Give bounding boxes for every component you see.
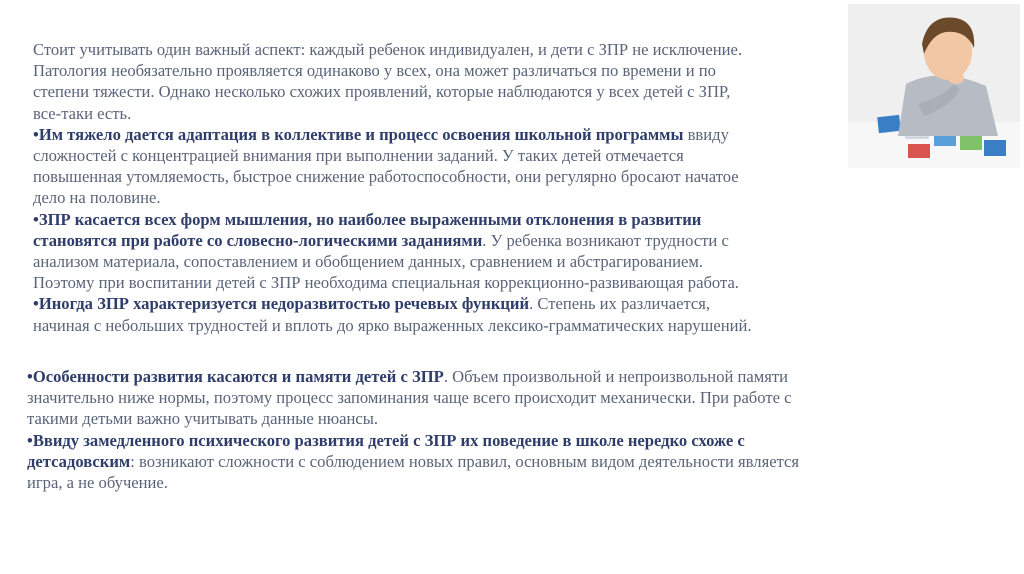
bullet-line: дело на половине.	[33, 188, 161, 208]
intro-line: Стоит учитывать один важный аспект: каждый ребенок индивидуален, и дети с ЗПР не исключение.	[33, 40, 742, 59]
bullet-speech	[33, 293, 845, 335]
main-text-block	[33, 39, 845, 336]
bullet-behavior	[27, 430, 927, 494]
bullet-line: значительно ниже нормы, поэтому процесс запоминания чаще всего происходит механически. При работе с	[27, 388, 792, 408]
bullet-bold-text: Особенности развития касаются и памяти детей с ЗПР	[32, 367, 444, 386]
bullet-marker: •	[27, 367, 33, 386]
bullet-bold-line	[33, 230, 845, 251]
bullet-adaptation	[33, 124, 845, 209]
bullet-line: сложностей с концентрацией внимания при выполнении заданий. У таких детей отмечается	[33, 146, 684, 166]
bullet-tail-text: : возникают сложности с соблюдением новых правил, основным видом деятельности является	[130, 451, 800, 471]
bullet-memory	[27, 366, 927, 430]
bullet-bold-text: Иногда ЗПР характеризуется недоразвитостью речевых функций	[38, 294, 530, 314]
secondary-text-block	[27, 366, 927, 493]
bullet-bold-text: детсадовским	[27, 451, 131, 471]
bullet-marker: •	[33, 124, 39, 144]
child-photo	[848, 4, 1020, 168]
child-playing-cards-icon	[848, 4, 1020, 168]
bullet-marker: •	[33, 294, 39, 314]
bullet-line: такими детьми важно учитывать данные нюансы.	[27, 409, 379, 429]
bullet-line: анализом материала, сопоставлением и обобщением данных, сравнением и абстрагированием.	[33, 252, 704, 272]
bullet-line: Поэтому при воспитании детей с ЗПР необходима специальная коррекционно-развивающая работа.	[33, 273, 739, 293]
bullet-bold-line	[27, 451, 927, 472]
intro-line: все-таки есть.	[33, 103, 132, 123]
bullet-bold-text: становятся при работе со словесно-логическими заданиями	[33, 230, 483, 250]
intro-line: степени тяжести. Однако несколько схожих проявлений, которые наблюдаются у всех детей с ЗПР,	[33, 82, 731, 102]
bullet-tail-text: . У ребенка возникают трудности с	[482, 230, 729, 250]
bullet-marker: •	[27, 430, 33, 450]
intro-paragraph	[33, 39, 845, 124]
bullet-bold-text: Ввиду замедленного психического развития детей с ЗПР их поведение в школе нередко схоже с	[32, 430, 745, 450]
bullet-thinking	[33, 209, 845, 294]
bullet-tail-text: . Степень их различается,	[529, 294, 711, 314]
bullet-tail-text: . Объем произвольной и непроизвольной памяти	[443, 367, 789, 386]
bullet-bold-text: Им тяжело дается адаптация в коллективе и процесс освоения школьной программы	[38, 124, 684, 144]
bullet-bold-text: ЗПР касается всех форм мышления, но наиболее выраженными отклонения в развитии	[38, 209, 702, 229]
bullet-tail-text: ввиду	[683, 124, 729, 144]
bullet-line: начиная с небольших трудностей и вплоть до ярко выраженных лексико-грамматических нарушений.	[33, 315, 752, 335]
bullet-line: повышенная утомляемость, быстрое снижение работоспособности, они регулярно бросают начатое	[33, 167, 739, 187]
bullet-line: игра, а не обучение.	[27, 473, 168, 493]
bullet-marker: •	[33, 209, 39, 229]
intro-line: Патология необязательно проявляется одинаково у всех, она может различаться по времени и по	[33, 61, 716, 81]
